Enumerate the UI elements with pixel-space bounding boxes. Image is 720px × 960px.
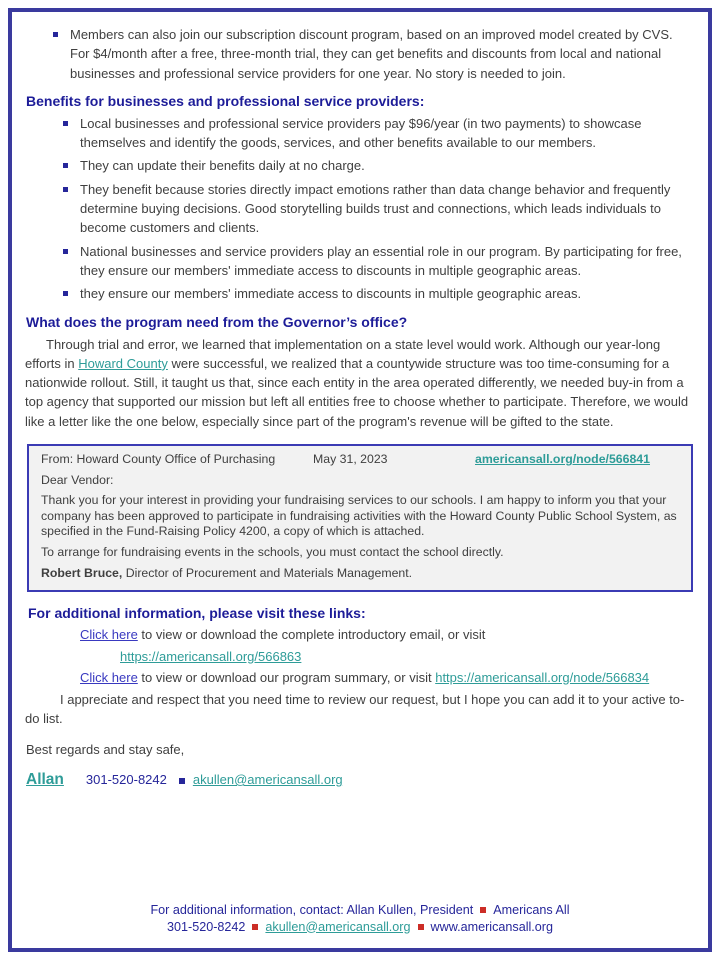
link-line-summary bbox=[80, 668, 696, 687]
appreciate-paragraph: I appreciate and respect that you need time to review our request, but I hope you can add it to your active to-do list. bbox=[25, 692, 685, 727]
letter-signer-name: Robert Bruce, bbox=[41, 565, 123, 580]
list-item bbox=[63, 284, 696, 303]
introductory-email-url-link[interactable]: https://americansall.org/566863 bbox=[120, 648, 302, 664]
footer-line1 bbox=[12, 902, 708, 919]
bullet-square-icon bbox=[63, 163, 68, 168]
navy-square-icon bbox=[179, 778, 185, 784]
list-item bbox=[63, 114, 696, 153]
letter-from: From: Howard County Office of Purchasing bbox=[41, 452, 276, 467]
footer-line2 bbox=[12, 919, 708, 936]
benefit-item-text: Local businesses and professional service providers pay $96/year (in two payments) to showcase themselves and identify the goods, services, and other benefits available to our members. bbox=[80, 115, 642, 151]
letter-header bbox=[41, 452, 679, 468]
red-square-icon bbox=[480, 907, 486, 913]
link-line-text: to view or download the complete introductory email, or visit bbox=[137, 627, 486, 643]
red-square-icon bbox=[418, 924, 424, 930]
footer-org-name: Americans All bbox=[493, 903, 570, 917]
link-line-url bbox=[120, 647, 696, 666]
letter-signature bbox=[41, 566, 679, 582]
list-item bbox=[63, 242, 696, 281]
bullet-square-icon bbox=[63, 291, 68, 296]
bullet-square-icon bbox=[53, 32, 58, 37]
footer-phone: 301-520-8242 bbox=[166, 919, 246, 934]
benefits-heading: Benefits for businesses and professional service providers: bbox=[26, 92, 425, 109]
benefit-item-text: They can update their benefits daily at no charge. bbox=[80, 158, 365, 174]
list-item bbox=[63, 180, 696, 238]
allan-signature-link[interactable]: Allan bbox=[26, 770, 64, 788]
signature-phone: 301-520-8242 bbox=[85, 771, 167, 787]
page-border bbox=[8, 8, 712, 952]
closing-regards: Best regards and stay safe, bbox=[26, 741, 185, 757]
letter-node-link[interactable]: americansall.org/node/566841 bbox=[475, 452, 650, 467]
click-here-summary-link[interactable]: Click here bbox=[80, 669, 138, 685]
list-item bbox=[53, 25, 696, 83]
signature-row bbox=[26, 770, 696, 789]
bullet-square-icon bbox=[63, 249, 68, 254]
letter-salutation: Dear Vendor: bbox=[41, 472, 114, 487]
link-line-email bbox=[80, 625, 696, 644]
letter-date: May 31, 2023 bbox=[313, 452, 388, 467]
howard-county-link[interactable]: Howard County bbox=[78, 355, 168, 371]
footer-contact-text: For additional information, contact: Allan Kullen, President bbox=[150, 903, 474, 917]
page-footer bbox=[12, 902, 708, 935]
signature-email-link[interactable]: akullen@americansall.org bbox=[192, 771, 343, 787]
links-heading: For additional information, please visit these links: bbox=[28, 605, 366, 622]
footer-email-link[interactable]: akullen@americansall.org bbox=[265, 919, 411, 934]
list-item bbox=[63, 156, 696, 175]
paragraph-text: Through trial and error, we learned that implementation on a state level would work. Although our year-long efforts in bbox=[25, 336, 661, 371]
benefit-item-text: they ensure our members' immediate access to discounts in multiple geographic areas. bbox=[80, 286, 582, 302]
click-here-email-link[interactable]: Click here bbox=[80, 627, 138, 643]
bullet-square-icon bbox=[63, 187, 68, 192]
governor-heading: What does the program need from the Governor’s office? bbox=[26, 313, 408, 330]
benefit-item-text: National businesses and service providers play an essential role in our program. By participating for free, they ensure our members' immediate access to discounts in multiple geographic areas. bbox=[80, 243, 682, 278]
intro-bullet-text: Members can also join our subscription discount program, based on an improved model created by CVS. For $4/month after a free, three-month trial, they can get benefits and discounts from local and national businesses and professional service providers for one year. No story is needed to join. bbox=[70, 27, 673, 81]
link-line-text: to view or download our program summary, or visit bbox=[137, 669, 436, 685]
bullet-square-icon bbox=[63, 121, 68, 126]
governor-paragraph bbox=[25, 335, 696, 431]
program-summary-url-link[interactable]: https://americansall.org/node/566834 bbox=[435, 669, 650, 685]
letter-body: Thank you for your interest in providing your fundraising services to our schools. I am happy to inform you that your company has been approved to participate in fundraising activities with the Howard County Public School System, as specified in the Fund-Raising Policy 4200, a copy of which is attached. bbox=[41, 493, 677, 539]
letter-arrange: To arrange for fundraising events in the schools, you must contact the school directly. bbox=[41, 545, 504, 560]
quoted-letter bbox=[27, 444, 693, 592]
benefit-item-text: They benefit because stories directly impact emotions rather than data change behavior and frequently determine buying decisions. Good storytelling builds trust and connections, which leads individuals to become customers and clients. bbox=[80, 181, 671, 236]
document-content bbox=[12, 12, 708, 789]
red-square-icon bbox=[252, 924, 258, 930]
letter-signer-title: Director of Procurement and Materials Management. bbox=[122, 565, 413, 580]
footer-website: www.americansall.org bbox=[430, 919, 553, 934]
paragraph-text: were successful, we realized that a countywide structure was too time-consuming for a nationwide rollout. Still, it taught us that, since each entity in the area operated differently, we needed buy-in from a top agency that supported our mission but left all entities free to choose whether to participate. Therefore, we would like a letter like the one below, especially since part of the program's revenue will be gifted to the state. bbox=[25, 355, 689, 429]
